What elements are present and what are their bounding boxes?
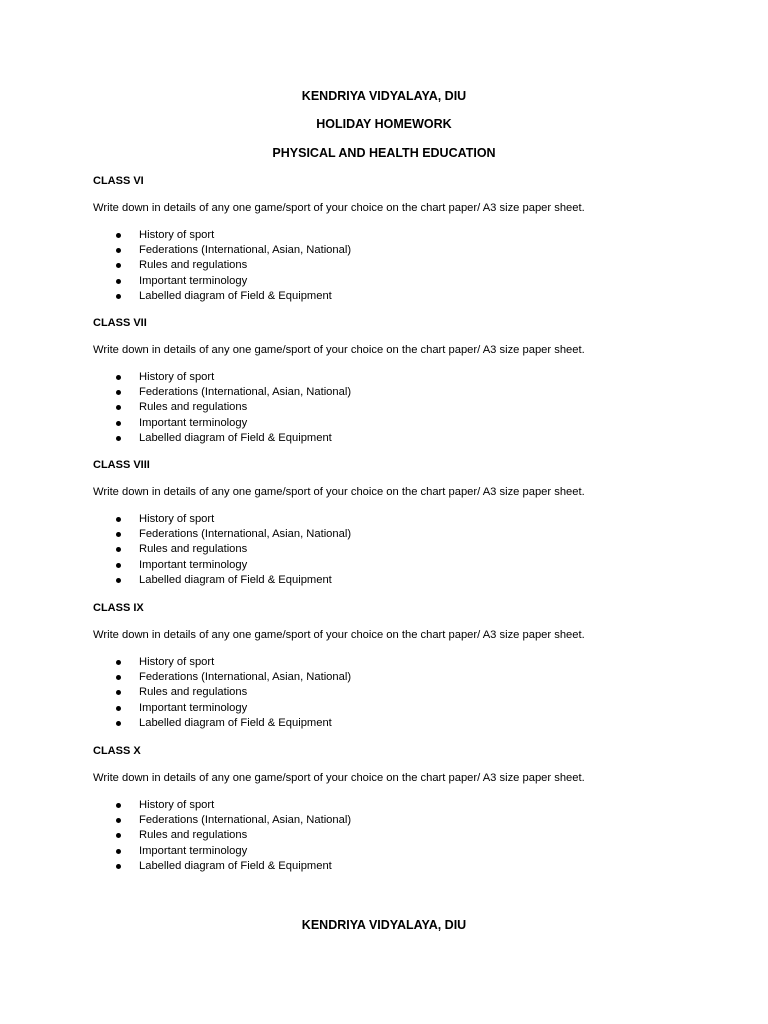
bullet-icon (116, 421, 121, 426)
bullet-icon (116, 833, 121, 838)
bullet-icon (116, 864, 121, 869)
list-item-text: Important terminology (139, 701, 248, 714)
list-item (93, 370, 713, 385)
list-item-text: History of sport (139, 229, 215, 241)
list-item-text: Federations (International, Asian, National) (139, 528, 352, 541)
list-item-text: History of sport (139, 371, 215, 383)
bullet-icon (116, 578, 121, 583)
class-section-viii (93, 458, 713, 588)
class-instruction: Write down in details of any one game/sport of your choice on the chart paper/ A3 size paper sheet. (93, 344, 585, 356)
bullet-icon (116, 248, 121, 253)
bullet-icon (116, 436, 121, 441)
list-item (93, 859, 713, 874)
bullet-icon (116, 517, 121, 522)
class-section-ix (93, 601, 713, 731)
list-item (93, 813, 713, 828)
bullet-icon (116, 721, 121, 726)
class-section-vii (93, 316, 713, 446)
footer-school-title: KENDRIYA VIDYALAYA, DIU (301, 918, 467, 932)
list-item (93, 228, 713, 243)
list-item (93, 289, 713, 304)
class-instruction: Write down in details of any one game/sport of your choice on the chart paper/ A3 size paper sheet. (93, 202, 585, 214)
list-item-text: Federations (International, Asian, National) (139, 386, 352, 399)
topic-list (93, 655, 713, 731)
class-section-vi (93, 174, 713, 304)
list-item (93, 274, 713, 289)
bullet-icon (116, 660, 121, 665)
list-item-text: Rules and regulations (139, 686, 248, 699)
list-item-text: History of sport (139, 799, 215, 811)
list-item-text: Rules and regulations (139, 543, 248, 556)
topic-list (93, 370, 713, 446)
list-item-text: Labelled diagram of Field & Equipment (139, 859, 332, 872)
class-instruction: Write down in details of any one game/sport of your choice on the chart paper/ A3 size paper sheet. (93, 629, 585, 641)
bullet-icon (116, 803, 121, 808)
list-item-text: Rules and regulations (139, 259, 248, 272)
bullet-icon (116, 390, 121, 395)
bullet-icon (116, 818, 121, 823)
list-item (93, 243, 713, 258)
list-item (93, 416, 713, 431)
class-heading: CLASS VIII (93, 459, 150, 471)
list-item (93, 512, 713, 527)
list-item (93, 258, 713, 273)
bullet-icon (116, 294, 121, 299)
list-item (93, 828, 713, 843)
homework-title: HOLIDAY HOMEWORK (316, 117, 452, 131)
list-item (93, 716, 713, 731)
class-instruction: Write down in details of any one game/sport of your choice on the chart paper/ A3 size paper sheet. (93, 486, 585, 498)
list-item-text: Labelled diagram of Field & Equipment (139, 289, 332, 302)
list-item-text: History of sport (139, 656, 215, 668)
bullet-icon (116, 690, 121, 695)
class-heading: CLASS VI (93, 175, 144, 187)
list-item (93, 558, 713, 573)
list-item (93, 400, 713, 415)
topic-list (93, 512, 713, 588)
list-item (93, 527, 713, 542)
list-item-text: Important terminology (139, 558, 248, 571)
bullet-icon (116, 675, 121, 680)
list-item (93, 685, 713, 700)
list-item (93, 701, 713, 716)
list-item-text: Important terminology (139, 416, 248, 429)
school-title: KENDRIYA VIDYALAYA, DIU (301, 89, 467, 103)
class-section-x (93, 744, 713, 874)
list-item-text: Labelled diagram of Field & Equipment (139, 716, 332, 729)
class-instruction: Write down in details of any one game/sport of your choice on the chart paper/ A3 size paper sheet. (93, 772, 585, 784)
bullet-icon (116, 547, 121, 552)
list-item (93, 798, 713, 813)
list-item (93, 655, 713, 670)
list-item-text: Labelled diagram of Field & Equipment (139, 431, 332, 444)
list-item-text: Labelled diagram of Field & Equipment (139, 573, 332, 586)
list-item (93, 385, 713, 400)
class-heading: CLASS IX (93, 602, 144, 614)
bullet-icon (116, 706, 121, 711)
topic-list (93, 798, 713, 874)
list-item (93, 670, 713, 685)
topic-list (93, 228, 713, 304)
list-item (93, 431, 713, 446)
list-item-text: Important terminology (139, 844, 248, 857)
list-item-text: Federations (International, Asian, National) (139, 814, 352, 827)
class-heading: CLASS X (93, 745, 141, 757)
list-item (93, 542, 713, 557)
list-item-text: Federations (International, Asian, National) (139, 244, 352, 257)
list-item-text: Rules and regulations (139, 829, 248, 842)
bullet-icon (116, 375, 121, 380)
bullet-icon (116, 563, 121, 568)
list-item-text: Important terminology (139, 274, 248, 287)
bullet-icon (116, 263, 121, 268)
bullet-icon (116, 405, 121, 410)
subject-title: PHYSICAL AND HEALTH EDUCATION (272, 146, 496, 160)
list-item (93, 573, 713, 588)
class-heading: CLASS VII (93, 317, 147, 329)
bullet-icon (116, 849, 121, 854)
list-item-text: Federations (International, Asian, National) (139, 671, 352, 684)
bullet-icon (116, 532, 121, 537)
list-item (93, 844, 713, 859)
list-item-text: Rules and regulations (139, 401, 248, 414)
bullet-icon (116, 233, 121, 238)
bullet-icon (116, 279, 121, 284)
list-item-text: History of sport (139, 513, 215, 525)
